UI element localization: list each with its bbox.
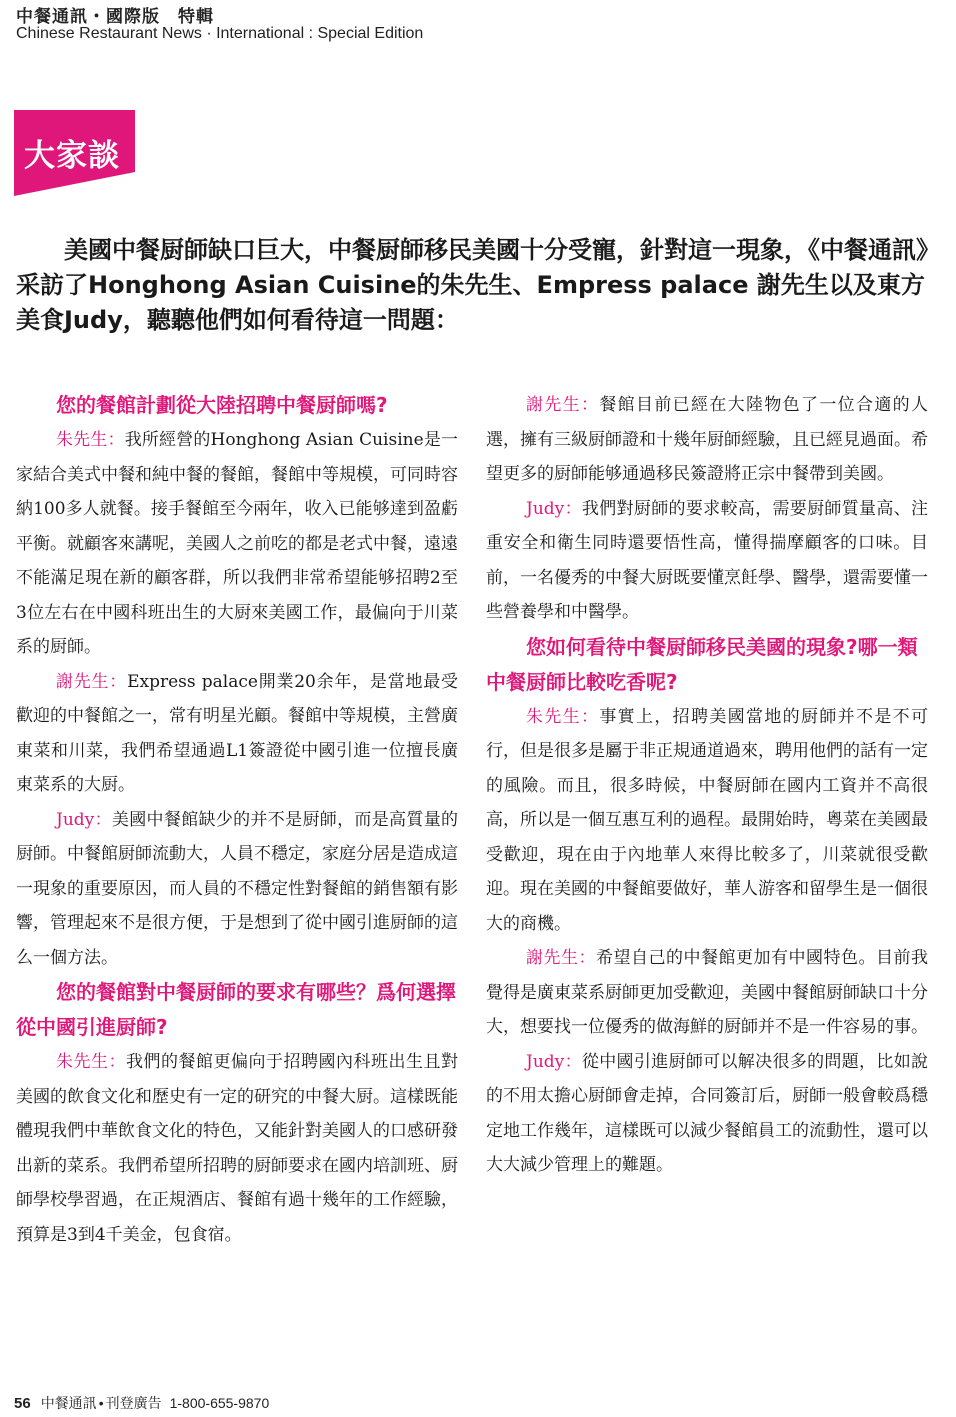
speaker-label: Judy： — [56, 809, 112, 830]
answer-paragraph — [16, 803, 458, 976]
header-title-zh: 中餐通訊・國際版 特輯 — [16, 7, 214, 27]
speaker-label: 謝先生： — [526, 948, 596, 968]
question-heading: 您的餐館對中餐厨師的要求有哪些？爲何選擇從中國引進厨師? — [16, 980, 456, 1039]
speaker-label: Judy： — [526, 1051, 582, 1072]
answer-paragraph — [486, 1045, 928, 1183]
right-column — [486, 388, 928, 1183]
section-banner — [14, 110, 135, 196]
intro-text: 美國中餐厨師缺口巨大，中餐厨師移民美國十分受寵，針對這一現象，《中餐通訊》采訪了Honghong Asian Cuisine的朱先生、Empress palace 謝先生以及東方美食Judy，聽聽他們如何看待這一問題： — [16, 236, 940, 334]
speaker-label: 朱先生： — [56, 430, 125, 450]
answer-text: 我們對厨師的要求較高，需要厨師質量高、注重安全和衛生同時還要悟性高，懂得揣摩顧客的口味。目前，一名優秀的中餐大厨既要懂烹飪學、醫學，還需要懂一些營養學和中醫學。 — [486, 498, 929, 622]
speaker-label: 謝先生： — [56, 671, 128, 692]
answer-paragraph — [16, 423, 458, 665]
speaker-label: Judy： — [526, 498, 582, 519]
page-number: 56 — [14, 1395, 31, 1412]
answer-text: 事實上，招聘美國當地的厨師并不是不可行，但是很多是屬于非正規通道過來，聘用他們的話有一定的風險。而且，很多時候，中餐厨師在國内工資并不高很高，所以是一個互惠互利的過程。最開始時，粵菜在美國最受歡迎，現在由于內地華人來得比較多了，川菜就很受歡迎。現在美國的中餐館要做好，華人游客和留學生是一個很大的商機。 — [486, 706, 929, 934]
footer-separator: • — [98, 1395, 104, 1411]
question-heading: 您如何看待中餐厨師移民美國的現象?哪一類中餐厨師比較吃香呢? — [486, 634, 918, 694]
page-footer — [14, 1393, 269, 1413]
speaker-label: 朱先生： — [56, 1052, 126, 1072]
answer-text: Express palace開業20余年，是當地最受歡迎的中餐館之一，常有明星光顧。餐館中等規模，主營廣東菜和川菜，我們希望通過L1簽證從中國引進一位擅長廣東菜系的大厨。 — [16, 671, 458, 795]
answer-paragraph — [486, 388, 928, 492]
footer-section: 刊登廣告 — [105, 1395, 162, 1411]
answer-paragraph — [486, 492, 928, 630]
speaker-label: 朱先生： — [526, 706, 600, 727]
footer-publication: 中餐通訊 — [40, 1395, 97, 1411]
answer-paragraph — [486, 941, 928, 1045]
answer-text: 希望自己的中餐館更加有中國特色。目前我覺得是廣東菜系厨師更加受歡迎，美國中餐館厨師缺口十分大，想要找一位優秀的做海鮮的厨師并不是一件容易的事。 — [486, 948, 928, 1037]
answer-text: 從中國引進厨師可以解决很多的問題，比如說的不用太擔心厨師會走掉，合同簽訂后，厨師一般會較爲穩定地工作幾年，這樣既可以減少餐館員工的流動性，還可以大大減少管理上的難題。 — [486, 1051, 929, 1175]
answer-text: 我們的餐館更偏向于招聘國內科班出生且對美國的飲食文化和歷史有一定的研究的中餐大厨。這樣既能體現我們中華飲食文化的特色，又能針對美國人的口感研發出新的菜系。我們希望所招聘的厨師要求在國内培訓班、厨師學校學習過，在正規酒店、餐館有過十幾年的工作經驗，預算是3到4千美金，包食宿。 — [16, 1052, 458, 1245]
answer-paragraph — [486, 700, 928, 942]
intro-paragraph — [16, 233, 942, 338]
header-title-en: Chinese Restaurant News · International : Special Edition — [16, 25, 424, 42]
answer-paragraph — [16, 1045, 458, 1252]
left-column — [16, 388, 458, 1252]
footer-phone: 1-800-655-9870 — [169, 1395, 270, 1411]
section-banner-label: 大家談 — [24, 138, 120, 174]
answer-text: 餐館目前已經在大陸物色了一位合適的人選，擁有三級厨師證和十幾年厨師經驗，且已經見過面。希望更多的厨師能够通過移民簽證將正宗中餐帶到美國。 — [486, 395, 929, 484]
speaker-label: 謝先生： — [526, 395, 600, 415]
answer-text: 我所經營的Honghong Asian Cuisine是一家結合美式中餐和純中餐的餐館，餐館中等規模，可同時容納100多人就餐。接手餐館至今兩年，收入已能够達到盈虧平衡。就顧客來講呢，美國人之前吃的都是老式中餐，遠遠不能滿足現在新的顧客群，所以我們非常希望能够招聘2至3位左右在中國科班出生的大厨來美國工作，最偏向于川菜系的厨師。 — [16, 430, 459, 657]
question-heading: 您的餐館計劃從大陸招聘中餐厨師嗎? — [56, 393, 388, 417]
answer-paragraph — [16, 665, 458, 803]
answer-text: 美國中餐館缺少的并不是厨師，而是高質量的厨師。中餐館厨師流動大，人員不穩定，家庭分居是造成這一現象的重要原因，而人員的不穩定性對餐館的銷售額有影響，管理起來不是很方便，于是想到了從中國引進厨師的這么一個方法。 — [16, 809, 459, 968]
